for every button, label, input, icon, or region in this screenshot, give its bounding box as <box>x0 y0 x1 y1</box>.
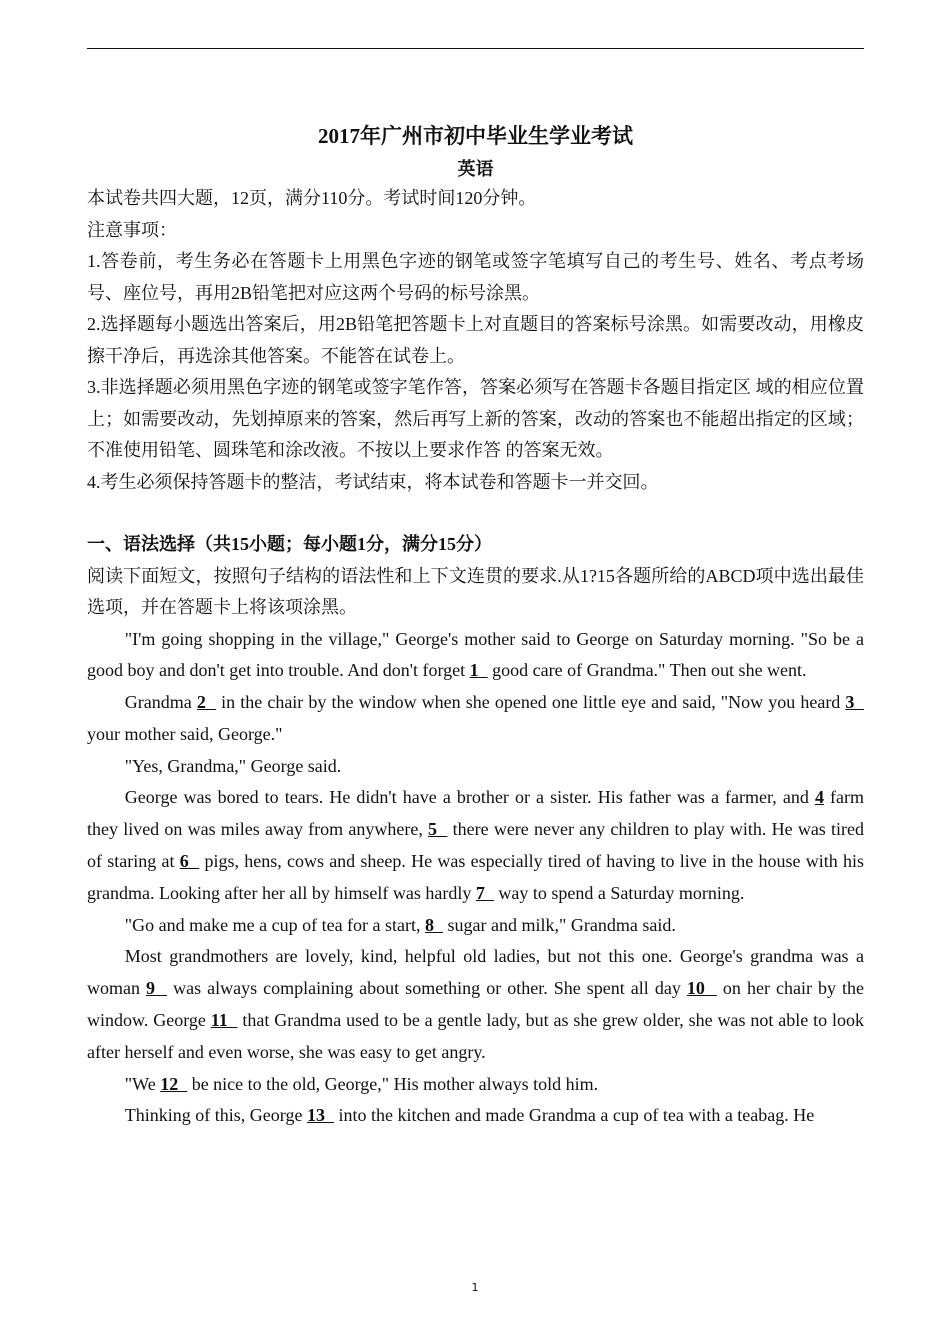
blank-number: 5 <box>428 819 448 840</box>
blank-number: 3 <box>845 692 864 713</box>
subject-title: 英语 <box>457 159 494 179</box>
note-item: 1.答卷前，考生务必在答题卡上用黑色字迹的钢笔或签字笔填写自己的考生号、姓名、考点考场号、座位号，再用2B铅笔把对应这两个号码的标号涂黑。 <box>87 251 864 303</box>
blank-number: 11 <box>210 1010 238 1031</box>
blank-number: 12 <box>160 1073 188 1094</box>
passage-paragraph: Thinking of this, George 13 into the kitchen and made Grandma a cup of tea with a teabag. He <box>124 1105 815 1126</box>
blank-number: 1 <box>469 660 488 681</box>
blank-number: 13 <box>306 1105 334 1126</box>
passage-paragraph: Most grandmothers are lovely, kind, helpful old ladies, but not this one. George's grandma was a woman 9 was always complaining about something or other. She spent all day 10 on her chair by the window. George 11 that Grandma used to be a gentle lady, but as she grew older, she was not able to look after herself and even worse, she was easy to get angry. <box>87 946 865 1062</box>
header-rule <box>87 48 864 49</box>
notes-heading: 注意事项： <box>87 219 177 240</box>
blank-number: 2 <box>196 692 217 713</box>
blank-number: 8 <box>425 914 444 935</box>
passage-paragraph: "Yes, Grandma," George said. <box>124 755 342 776</box>
reading-passage <box>87 624 864 1133</box>
blank-number: 7 <box>475 882 494 903</box>
page-number: 1 <box>471 1281 479 1294</box>
section-heading: 一、语法选择（共15小题；每小题1分，满分15分） <box>87 534 492 554</box>
note-item: 4.考生必须保持答题卡的整洁，考试结束，将本试卷和答题卡一并交回。 <box>87 471 659 492</box>
exam-title: 2017年广州市初中毕业生学业考试 <box>318 124 633 148</box>
section-instructions: 阅读下面短文，按照句子结构的语法性和上下文连贯的要求.从1?15各题所给的ABCD项中选出最佳选项，并在答题卡上将该项涂黑。 <box>87 565 864 617</box>
exam-summary: 本试卷共四大题，12页，满分110分。考试时间120分钟。 <box>87 188 537 208</box>
note-item: 3.非选择题必须用黑色字迹的钢笔或签字笔作答，答案必须写在答题卡各题目指定区 域的相应位置上；如需要改动，先划掉原来的答案，然后再写上新的答案，改动的答案也不能超出指定的区域；不准使用铅笔、圆珠笔和涂改液。不按以上要求作答 的答案无效。 <box>87 377 864 460</box>
passage-paragraph: "I'm going shopping in the village," George's mother said to George on Saturday morning. "So be a good boy and don't get into trouble. And don't forget 1 good care of Grandma." Then out she went. <box>87 628 864 681</box>
blank-number: 9 <box>146 978 168 999</box>
note-item: 2.选择题每小题选出答案后，用2B铅笔把答题卡上对直题目的答案标号涂黑。如需要改动，用橡皮擦干净后，再选涂其他答案。不能答在试卷上。 <box>87 314 864 366</box>
blank-number: 6 <box>179 851 200 872</box>
passage-paragraph: "Go and make me a cup of tea for a start, 8 sugar and milk," Grandma said. <box>124 914 676 935</box>
section-grammar-choice <box>87 529 864 1132</box>
passage-paragraph: "We 12 be nice to the old, George," His mother always told him. <box>124 1073 599 1094</box>
blank-number: 4 <box>814 787 824 808</box>
exam-instructions <box>87 183 864 498</box>
passage-paragraph: Grandma 2 in the chair by the window when she opened one little eye and said, "Now you heard 3 your mother said, George." <box>87 692 864 744</box>
blank-number: 10 <box>686 978 717 999</box>
passage-paragraph: George was bored to tears. He didn't have a brother or a sister. His father was a farmer, and 4 farm they lived on was miles away from anywhere, 5 there were never any children to play with. He was tired of staring at 6 pigs, hens, cows and sheep. He was especially tired of having to live in the house with his grandma. Looking after her all by himself was hardly 7 way to spend a Saturday morning. <box>87 787 865 903</box>
